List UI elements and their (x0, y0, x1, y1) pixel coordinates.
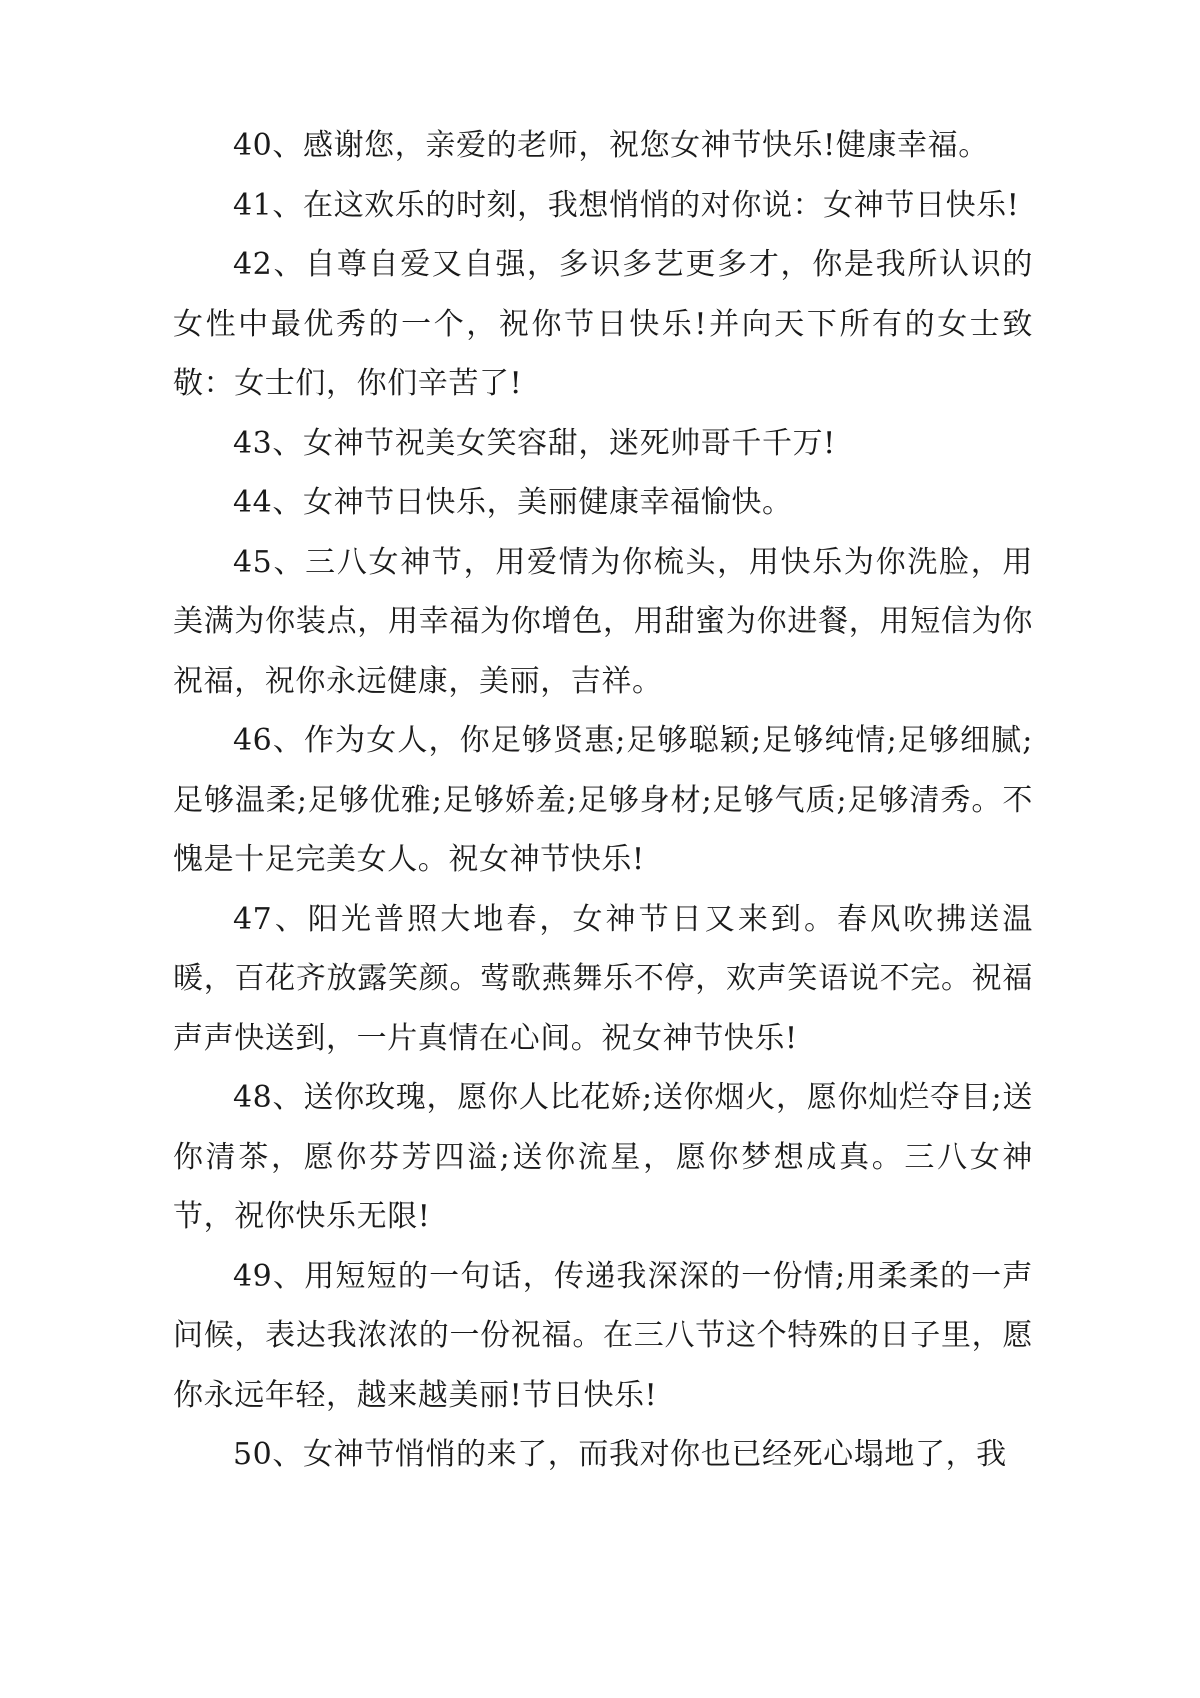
paragraph-43: 43、女神节祝美女笑容甜，迷死帅哥千千万! (233, 425, 836, 461)
paragraph-50: 50、女神节悄悄的来了，而我对你也已经死心塌地了，我 (233, 1437, 1007, 1472)
paragraph-48: 48、送你玫瑰，愿你人比花娇;送你烟火，愿你灿烂夺目;送你清茶，愿你芬芳四溢;送你流星，愿你梦想成真。三八女神节，祝你快乐无限! (173, 1080, 1033, 1234)
paragraph-49: 49、用短短的一句话，传递我深深的一份情;用柔柔的一声问候，表达我浓浓的一份祝福。在三八节这个特殊的日子里，愿你永远年轻，越来越美丽!节日快乐! (173, 1258, 1033, 1413)
paragraph-42: 42、自尊自爱又自强，多识多艺更多才，你是我所认识的女性中最优秀的一个，祝你节日快乐!并向天下所有的女士致敬：女士们，你们辛苦了! (173, 247, 1033, 401)
paragraph-46: 46、作为女人，你足够贤惠;足够聪颖;足够纯情;足够细腻;足够温柔;足够优雅;足够娇羞;足够身材;足够气质;足够清秀。不愧是十足完美女人。祝女神节快乐! (173, 723, 1033, 877)
paragraph-44: 44、女神节日快乐，美丽健康幸福愉快。 (233, 485, 793, 520)
document-body (173, 116, 1033, 1485)
paragraph-40: 40、感谢您，亲爱的老师，祝您女神节快乐!健康幸福。 (233, 128, 989, 163)
paragraph-47: 47、阳光普照大地春，女神节日又来到。春风吹拂送温暖，百花齐放露笑颜。莺歌燕舞乐不停，欢声笑语说不完。祝福声声快送到，一片真情在心间。祝女神节快乐! (173, 901, 1033, 1056)
paragraph-41: 41、在这欢乐的时刻，我想悄悄的对你说：女神节日快乐! (233, 187, 1020, 223)
paragraph-45: 45、三八女神节，用爱情为你梳头，用快乐为你洗脸，用美满为你装点，用幸福为你增色，用甜蜜为你进餐，用短信为你祝福，祝你永远健康，美丽，吉祥。 (173, 544, 1033, 699)
